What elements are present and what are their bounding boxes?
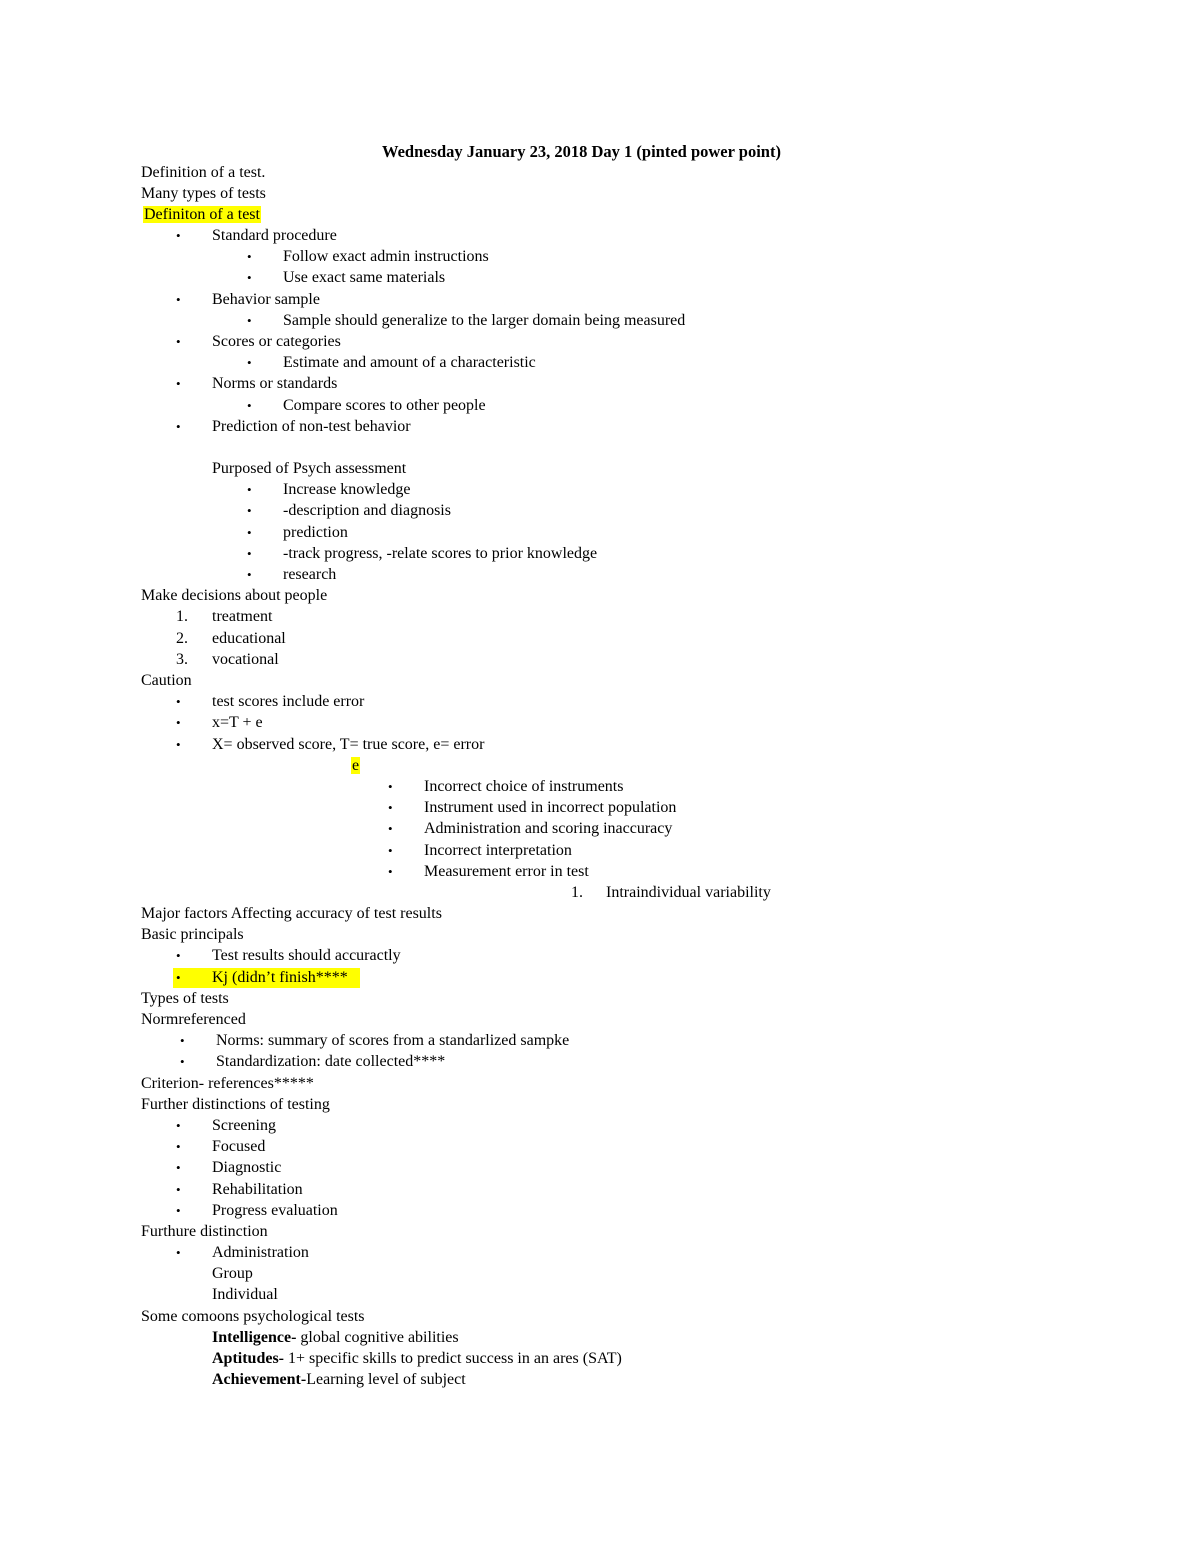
term-description: 1+ specific skills to predict success in an ares (SAT) (284, 1350, 622, 1367)
list-number: 2. (176, 630, 188, 647)
list-item: Administration (212, 1244, 309, 1261)
bullet: • (176, 292, 181, 307)
list-item: research (283, 566, 337, 583)
bullet: • (176, 1118, 181, 1133)
definition-line (212, 1348, 622, 1369)
list-item: Individual (212, 1286, 278, 1303)
bullet: • (176, 334, 181, 349)
list-number: 1. (571, 884, 583, 901)
term: Achievement- (212, 1371, 307, 1388)
list-item: Rehabilitation (212, 1181, 303, 1198)
bullet: • (176, 419, 181, 434)
bullet: • (247, 249, 252, 264)
bullet: • (388, 800, 393, 815)
list-number: 1. (176, 608, 188, 625)
list-number: 3. (176, 651, 188, 668)
term: Intelligence- (212, 1329, 297, 1346)
term-description: Learning level of subject (306, 1371, 466, 1388)
bullet: • (176, 1139, 181, 1154)
bullet: • (176, 376, 181, 391)
text-line: Basic principals (141, 926, 244, 943)
list-item: Norms or standards (212, 375, 338, 392)
list-item: educational (212, 630, 286, 647)
text-line: Criterion- references***** (141, 1075, 314, 1092)
list-item: Use exact same materials (283, 269, 446, 286)
list-item: prediction (283, 524, 348, 541)
definition-line (212, 1327, 459, 1348)
text-line: Normreferenced (141, 1011, 246, 1028)
text-line: Further distinctions of testing (141, 1096, 330, 1113)
list-item: Estimate and amount of a characteristic (283, 354, 536, 371)
list-item: Instrument used in incorrect population (424, 799, 677, 816)
bullet: • (176, 970, 181, 985)
list-item: treatment (212, 608, 273, 625)
bullet: • (247, 313, 252, 328)
bullet: • (176, 1245, 181, 1260)
bullet: • (176, 694, 181, 709)
list-item: Sample should generalize to the larger domain being measured (283, 312, 686, 329)
list-item: vocational (212, 651, 279, 668)
list-item: Norms: summary of scores from a standarlized sampke (216, 1032, 570, 1049)
bullet: • (388, 864, 393, 879)
list-item: Follow exact admin instructions (283, 248, 489, 265)
list-item: Focused (212, 1138, 266, 1155)
list-item: Incorrect choice of instruments (424, 778, 624, 795)
bullet: • (247, 503, 252, 518)
bullet: • (247, 525, 252, 540)
text-line: Furthure distinction (141, 1223, 268, 1240)
bullet: • (247, 270, 252, 285)
list-item: Group (212, 1265, 253, 1282)
bullet: • (247, 546, 252, 561)
bullet: • (176, 737, 181, 752)
bullet: • (388, 779, 393, 794)
list-item: Intraindividual variability (606, 884, 771, 901)
bullet: • (176, 1160, 181, 1175)
page-title: Wednesday January 23, 2018 Day 1 (pinted power point) (382, 142, 781, 161)
list-item: Incorrect interpretation (424, 842, 572, 859)
bullet: • (247, 355, 252, 370)
definition-line (212, 1369, 466, 1390)
text-line: Caution (141, 672, 192, 689)
bullet: • (247, 567, 252, 582)
list-item: Scores or categories (212, 333, 341, 350)
highlighted-text: Definiton of a test (144, 206, 260, 223)
bullet: • (180, 1054, 185, 1069)
list-item: Prediction of non-test behavior (212, 418, 411, 435)
bullet: • (247, 482, 252, 497)
list-item: Progress evaluation (212, 1202, 338, 1219)
list-item: Compare scores to other people (283, 397, 486, 414)
list-item: Diagnostic (212, 1159, 282, 1176)
list-item: Standard procedure (212, 227, 337, 244)
list-item: Behavior sample (212, 291, 320, 308)
list-item: Administration and scoring inaccuracy (424, 820, 673, 837)
text-line: Many types of tests (141, 185, 266, 202)
list-item: Standardization: date collected**** (216, 1053, 446, 1070)
list-item: -track progress, -relate scores to prior knowledge (283, 545, 598, 562)
bullet: • (247, 398, 252, 413)
bullet: • (388, 821, 393, 836)
bullet: • (176, 1182, 181, 1197)
list-item: test scores include error (212, 693, 365, 710)
text-line: Some comoons psychological tests (141, 1308, 365, 1325)
list-item: Increase knowledge (283, 481, 411, 498)
list-item-highlighted: Kj (didn’t finish**** (212, 969, 348, 986)
list-item: x=T + e (212, 714, 263, 731)
text-line: Types of tests (141, 990, 229, 1007)
list-item: Test results should accuractly (212, 947, 401, 964)
highlighted-heading (143, 204, 261, 225)
list-item: Measurement error in test (424, 863, 589, 880)
list-item: Screening (212, 1117, 276, 1134)
list-item: -description and diagnosis (283, 502, 451, 519)
bullet: • (388, 843, 393, 858)
term: Aptitudes- (212, 1350, 285, 1367)
bullet: • (176, 1203, 181, 1218)
bullet: • (180, 1033, 185, 1048)
highlighted-text: e (352, 757, 360, 774)
term-description: global cognitive abilities (296, 1329, 459, 1346)
text-line: Major factors Affecting accuracy of test results (141, 905, 442, 922)
bullet: • (176, 228, 181, 243)
bullet: • (176, 948, 181, 963)
highlighted-label (351, 755, 360, 776)
bullet: • (176, 715, 181, 730)
text-line: Make decisions about people (141, 587, 328, 604)
list-item: X= observed score, T= true score, e= error (212, 736, 485, 753)
text-line: Definition of a test. (141, 164, 266, 181)
subheading: Purposed of Psych assessment (212, 460, 407, 477)
